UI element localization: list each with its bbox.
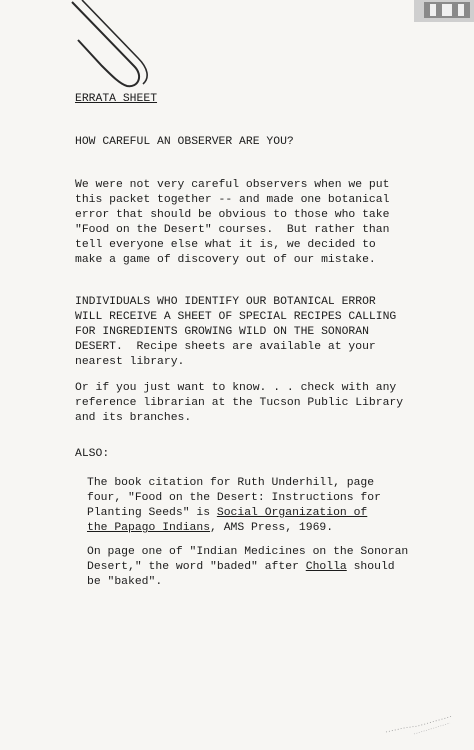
text-line: nearest library.	[75, 356, 185, 368]
cholla-word: Cholla	[305, 561, 347, 573]
text-line: On page one of "Indian Medicines on the Sonoran	[87, 546, 409, 558]
text-line: DESERT. Recipe sheets are available at your	[75, 341, 376, 353]
document-title: ERRATA SHEET	[75, 93, 158, 105]
text-line	[87, 506, 367, 521]
text-line: INDIVIDUALS WHO IDENTIFY OUR BOTANICAL ERROR	[75, 296, 376, 308]
text-line: four, "Food on the Desert: Instructions for	[87, 492, 381, 504]
text-line: this packet together -- and made one botanical	[75, 194, 390, 206]
text-line: error that should be obvious to those who take	[75, 209, 390, 221]
text-line: Or if you just want to know. . . check with any	[75, 382, 397, 394]
text-line: and its branches.	[75, 412, 192, 424]
text-line: make a game of discovery out of our mistake.	[75, 254, 376, 266]
text-line: "Food on the Desert" courses. But rather than	[75, 224, 390, 236]
also-label: ALSO:	[75, 448, 110, 460]
corner-scan-mark	[414, 0, 474, 22]
text-line	[87, 560, 395, 575]
scan-noise-mark	[384, 714, 454, 736]
text-line: WILL RECEIVE A SHEET OF SPECIAL RECIPES CALLING	[75, 311, 397, 323]
text-line: reference librarian at the Tucson Public Library	[75, 397, 404, 409]
text-line: FOR INGREDIENTS GROWING WILD ON THE SONORAN	[75, 326, 369, 338]
question-heading: HOW CAREFUL AN OBSERVER ARE YOU?	[75, 136, 294, 148]
text-line: be "baked".	[87, 576, 163, 588]
book-title-fragment: the Papago Indians	[87, 522, 211, 534]
paper-clip-icon	[64, 0, 154, 92]
text-fragment: Planting Seeds" is	[87, 507, 217, 519]
text-line: tell everyone else what it is, we decided to	[75, 239, 376, 251]
text-fragment: should	[346, 561, 395, 573]
text-fragment: , AMS Press, 1969.	[210, 522, 334, 534]
text-line: We were not very careful observers when we put	[75, 179, 390, 191]
book-title-fragment: Social Organization of	[216, 507, 368, 519]
text-fragment: Desert," the word "baded" after	[87, 561, 306, 573]
text-line	[87, 521, 333, 536]
text-line: The book citation for Ruth Underhill, page	[87, 477, 375, 489]
